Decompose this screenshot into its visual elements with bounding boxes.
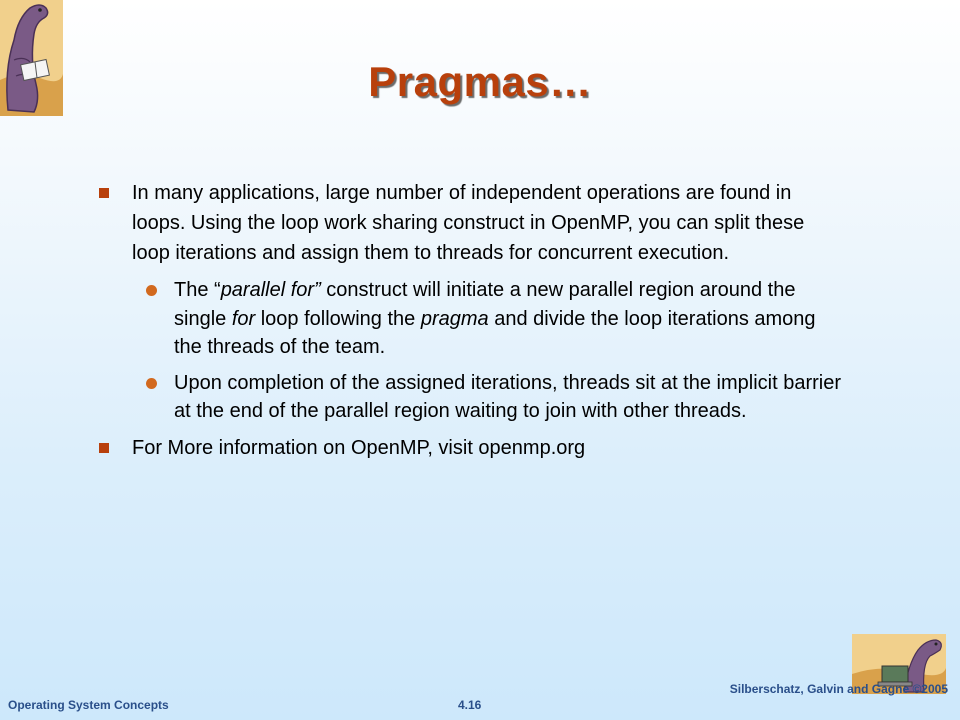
bullet-text: For More information on OpenMP, visit openmp.org bbox=[132, 436, 586, 459]
sub-bullet-text bbox=[174, 276, 846, 362]
square-bullet-icon bbox=[99, 188, 109, 198]
square-bullet-icon bbox=[99, 443, 109, 453]
sub-bullet-item bbox=[96, 369, 846, 426]
slide-title: Pragmas… bbox=[368, 58, 592, 106]
round-bullet-icon bbox=[146, 285, 157, 296]
italic-run: parallel for” bbox=[220, 279, 321, 301]
italic-run: pragma bbox=[420, 307, 489, 330]
footer-page-number: 4.16 bbox=[458, 698, 482, 712]
italic-run: for bbox=[231, 307, 256, 330]
text-run: loop following the bbox=[255, 307, 421, 330]
text-run: and divide the loop iterations among the threads of the team. bbox=[174, 307, 816, 358]
sub-bullet-text: Upon completion of the assigned iterations, threads sit at the implicit barrier at the end of the parallel region waiting to join with other threads. bbox=[174, 371, 842, 422]
round-bullet-icon bbox=[146, 378, 157, 389]
slide-body bbox=[96, 178, 846, 471]
bullet-item bbox=[96, 433, 846, 463]
footer-copyright: Silberschatz, Galvin and Gagne ©2005 bbox=[729, 682, 948, 696]
bullet-text: In many applications, large number of independent operations are found in loops. Using the loop work sharing construct in OpenMP, you can split these loop iterations and assign them to threads for concurrent execution. bbox=[132, 182, 805, 264]
text-run: construct will initiate a new parallel region around the single bbox=[174, 279, 796, 330]
sub-bullet-item bbox=[96, 276, 846, 362]
bullet-item bbox=[96, 178, 846, 268]
footer-book-title: Operating System Concepts bbox=[8, 698, 169, 712]
text-run: The “ bbox=[174, 279, 221, 301]
